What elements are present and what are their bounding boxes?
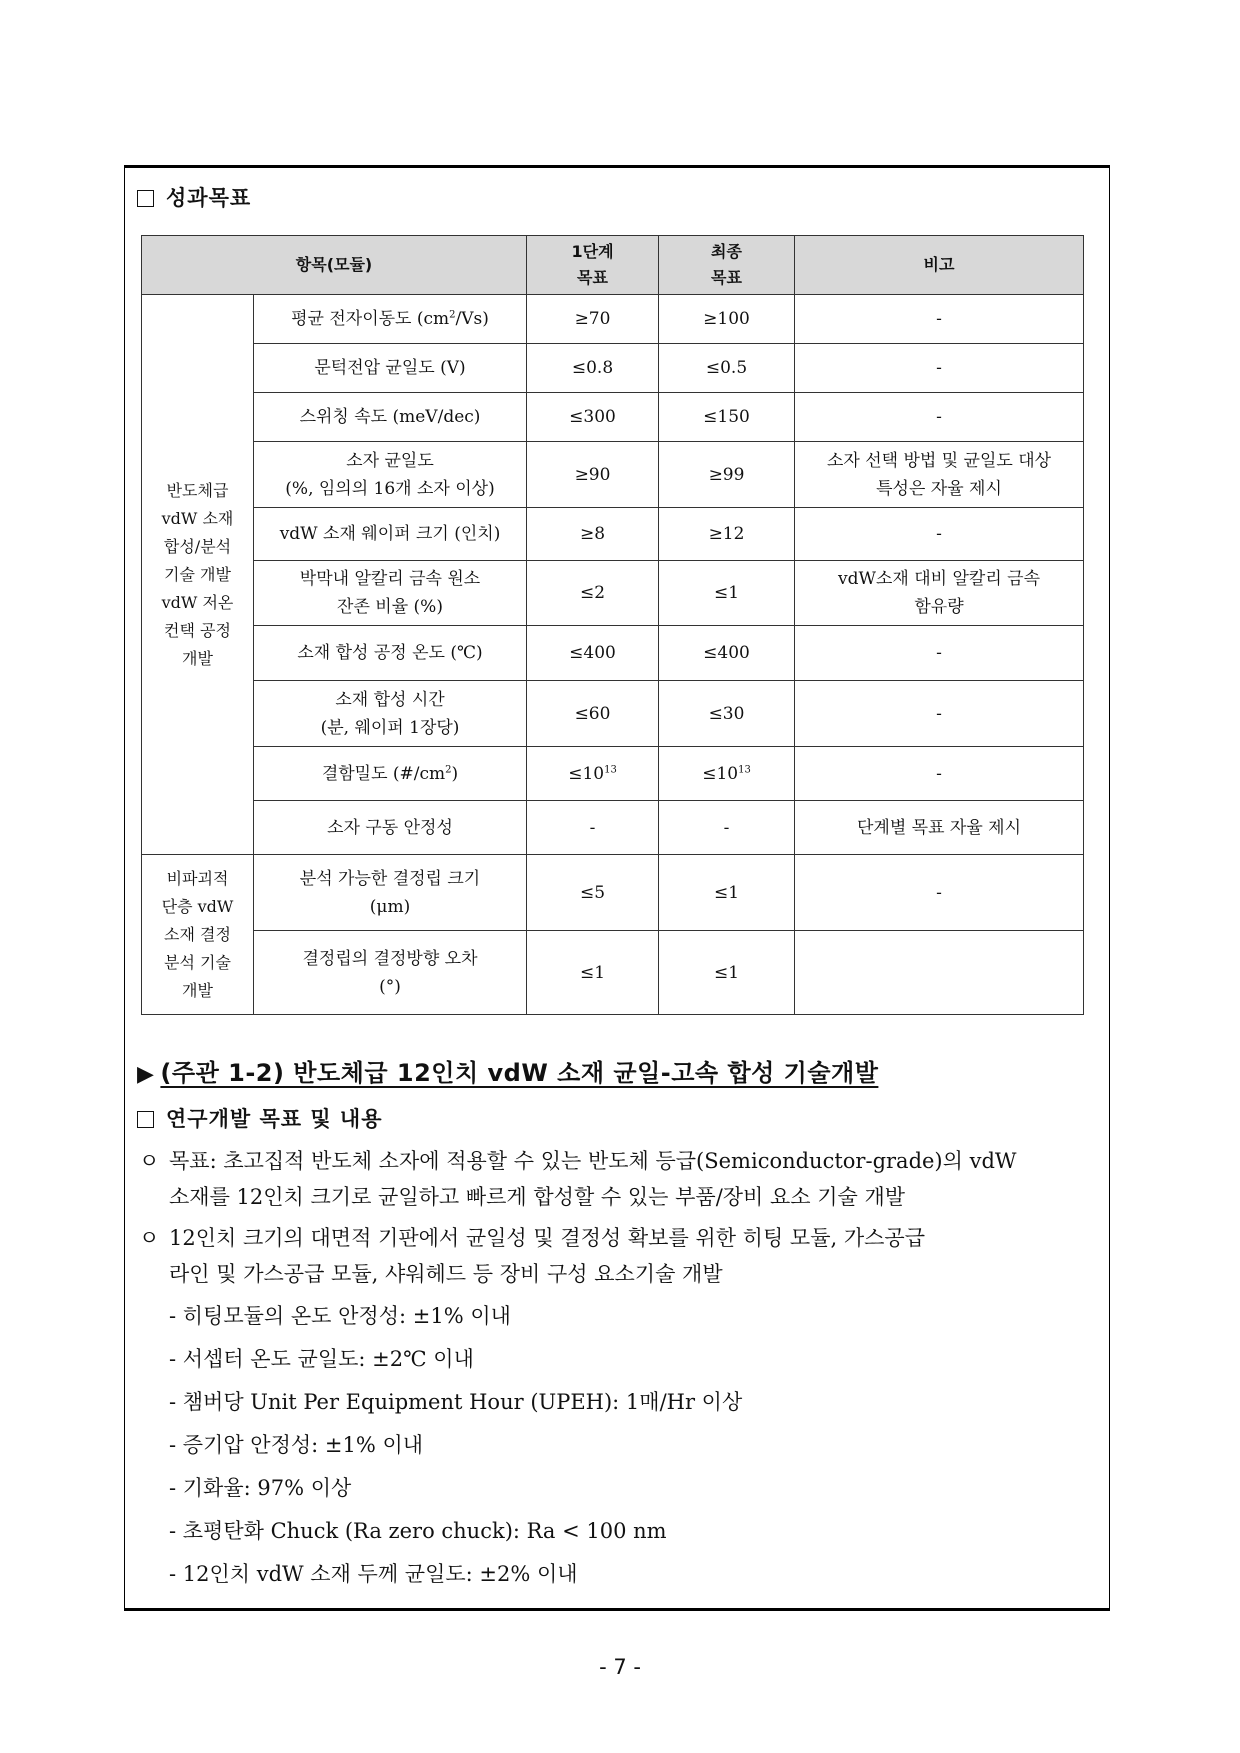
sub-item: - 히팅모듈의 온도 안정성: ±1% 이내 [169, 1304, 511, 1328]
table-row-stage1: ≤60 [527, 681, 659, 747]
table-row-stage1: ≤1 [527, 931, 659, 1015]
triangle-right-icon: ▶ [137, 1062, 155, 1087]
sub-item: - 초평탄화 Chuck (Ra zero chuck): Ra < 100 nm [169, 1519, 667, 1543]
group-label-synthesis: 반도체급 vdW 소재 합성/분석 기술 개발 vdW 저온 컨택 공정 개발 [142, 295, 254, 855]
table-row-final: ≤1 [659, 561, 795, 626]
bullet-text: 12인치 크기의 대면적 기판에서 균일성 및 결정성 확보를 위한 히팅 모듈, 가스공급 [169, 1226, 925, 1250]
section-title: 성과목표 [166, 186, 252, 210]
table-row-stage1: ≤300 [527, 393, 659, 442]
table-row-item: 문턱전압 균일도 (V) [254, 344, 527, 393]
table-row-stage1: - [527, 801, 659, 855]
table-row-final: ≤0.5 [659, 344, 795, 393]
table-row-item: 결함밀도 $(\#/cm^2)$ [254, 747, 527, 801]
table-row-item: vdW 소재 웨이퍼 크기 (인치) [254, 508, 527, 561]
section-title: 연구개발 목표 및 내용 [166, 1107, 383, 1131]
table-row-final: ≤150 [659, 393, 795, 442]
table-row-item: 소자 균일도 (%, 임의의 16개 소자 이상) [254, 442, 527, 508]
table-row-final: $\le 10^{13}$ [659, 747, 795, 801]
sub-item: - 서셉터 온도 균일도: ±2℃ 이내 [169, 1347, 474, 1371]
table-row-item: 결정립의 결정방향 오차 (°) [254, 931, 527, 1015]
bullet-text: 목표: 초고집적 반도체 소자에 적용할 수 있는 반도체 등급(Semiconductor-grade)의 vdW [169, 1149, 1017, 1173]
table-row-item: 분석 가능한 결정립 크기 (μm) [254, 855, 527, 931]
table-row-final: ≤30 [659, 681, 795, 747]
bullet-goal [139, 1143, 1099, 1215]
sub-item: - 기화율: 97% 이상 [169, 1476, 352, 1500]
table-row-stage1: ≥70 [527, 295, 659, 344]
section-heading-rnd [137, 1103, 383, 1133]
table-row-final: - [659, 801, 795, 855]
table-row-note: - [795, 855, 1084, 931]
table-row-note: vdW소재 대비 알칼리 금속 함유량 [795, 561, 1084, 626]
table-row-stage1: ≤400 [527, 626, 659, 681]
header-item: 항목(모듈) [142, 236, 527, 295]
goals-table [141, 235, 1084, 1015]
group-label-analysis: 비파괴적 단층 vdW 소재 결정 분석 기술 개발 [142, 855, 254, 1015]
bullet-text: 소재를 12인치 크기로 균일하고 빠르게 합성할 수 있는 부품/장비 요소 기술 개발 [169, 1185, 906, 1209]
table-row-final: ≥12 [659, 508, 795, 561]
header-stage1: 1단계 목표 [527, 236, 659, 295]
table-row-stage1: ≤0.8 [527, 344, 659, 393]
table-row-stage1: ≥90 [527, 442, 659, 508]
table-row-final: ≤1 [659, 855, 795, 931]
page-number: - 7 - [599, 1655, 641, 1679]
table-row-item: 소자 구동 안정성 [254, 801, 527, 855]
table-row-final: ≥100 [659, 295, 795, 344]
table-row-note: - [795, 508, 1084, 561]
table-row-note: - [795, 681, 1084, 747]
checkbox-square-icon [137, 1111, 154, 1128]
table-row-note: - [795, 295, 1084, 344]
table-row-item: 스위칭 속도 (meV/dec) [254, 393, 527, 442]
table-row-stage1: ≤5 [527, 855, 659, 931]
table-row-note: - [795, 344, 1084, 393]
table-row-final: ≤400 [659, 626, 795, 681]
table-row-item: 소재 합성 공정 온도 (℃) [254, 626, 527, 681]
table-row-note: - [795, 747, 1084, 801]
table-row-note: 단계별 목표 자율 제시 [795, 801, 1084, 855]
bullet-text: 라인 및 가스공급 모듈, 샤워헤드 등 장비 구성 요소기술 개발 [169, 1262, 723, 1286]
bullet-equipment [139, 1220, 1099, 1292]
table-row-note: - [795, 626, 1084, 681]
bullet-mark: ㅇ [139, 1149, 160, 1173]
header-note: 비고 [795, 236, 1084, 295]
content-frame [124, 165, 1110, 1611]
section-heading-goals [137, 182, 251, 212]
table-row-note: - [795, 393, 1084, 442]
table-row-stage1: ≤2 [527, 561, 659, 626]
table-row-final: ≤1 [659, 931, 795, 1015]
sub-item: - 증기압 안정성: ±1% 이내 [169, 1433, 424, 1457]
sub-item: - 챔버당 Unit Per Equipment Hour (UPEH): 1매/Hr 이상 [169, 1390, 743, 1414]
table-row-stage1: ≥8 [527, 508, 659, 561]
table-row-final: ≥99 [659, 442, 795, 508]
bullet-mark: ㅇ [139, 1226, 160, 1250]
subtask-title-text: (주관 1-2) 반도체급 12인치 vdW 소재 균일-고속 합성 기술개발 [160, 1059, 879, 1087]
subtask-title [137, 1053, 878, 1088]
table-row-item: 평균 전자이동도 $(cm^2/Vs)$ [254, 295, 527, 344]
table-row-item: 소재 합성 시간 (분, 웨이퍼 1장당) [254, 681, 527, 747]
sub-item: - 12인치 vdW 소재 두께 균일도: ±2% 이내 [169, 1562, 578, 1586]
table-row-note [795, 931, 1084, 1015]
table-row-stage1: $\le 10^{13}$ [527, 747, 659, 801]
checkbox-square-icon [137, 190, 154, 207]
table-row-note: 소자 선택 방법 및 균일도 대상 특성은 자율 제시 [795, 442, 1084, 508]
header-final: 최종 목표 [659, 236, 795, 295]
table-row-item: 박막내 알칼리 금속 원소 잔존 비율 (%) [254, 561, 527, 626]
